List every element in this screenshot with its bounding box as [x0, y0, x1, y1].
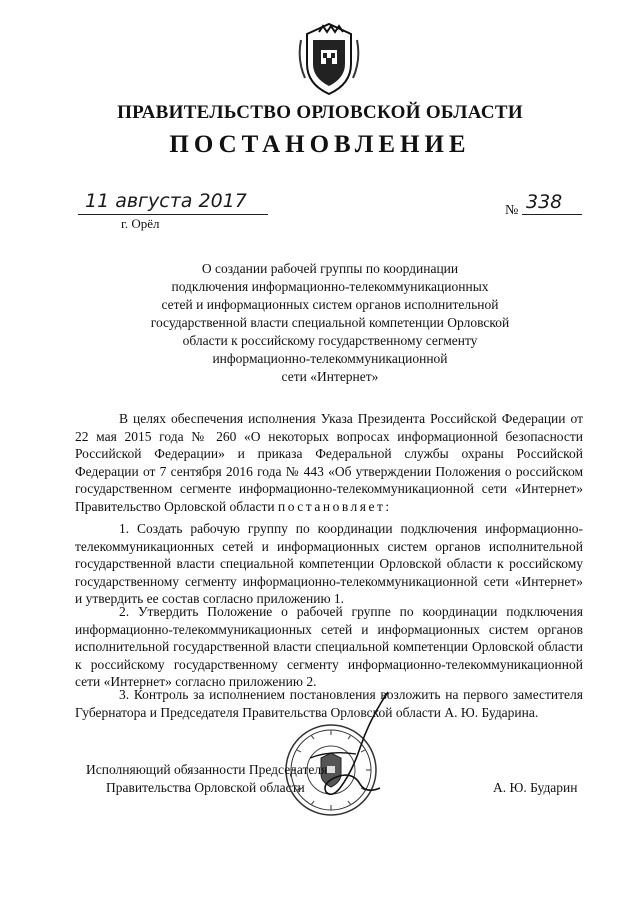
item-2-paragraph	[75, 603, 583, 691]
subject-line: государственной власти специальной компетенции Орловской	[150, 315, 510, 330]
city-label: г. Орёл	[121, 216, 160, 231]
handwritten-number: 338	[526, 191, 563, 213]
document-type-title: ПОСТАНОВЛЕНИЕ	[169, 131, 471, 158]
document-subject	[140, 260, 520, 386]
handwritten-signature-icon	[300, 688, 410, 808]
preamble-text: В целях обеспечения исполнения Указа Президента Российской Федерации от 22 мая 2015 года № 260 «О некоторых вопросах информационной безопасности Российской Федерации» и приказа Федеральной службы охраны Российской Федерации от 7 сентября 2016 года № 443 «Об утверждении Положения о российском государственном сегменте информационно-телекоммуникационной сети «Интернет» Правительство Орловской области	[75, 411, 583, 514]
handwritten-date: 11 августа 2017	[85, 190, 247, 212]
subject-line: сети «Интернет»	[281, 369, 379, 384]
resolves-text: постановляет:	[278, 498, 392, 514]
number-label: №	[505, 203, 519, 218]
signatory-name: А. Ю. Бударин	[493, 780, 578, 795]
number-underline	[522, 214, 582, 215]
signatory-position-line1: Исполняющий обязанности Председателя	[86, 762, 328, 777]
subject-line: информационно-телекоммуникационной	[212, 351, 448, 366]
date-underline	[78, 214, 268, 215]
subject-line: сетей и информационных систем органов исполнительной	[161, 297, 499, 312]
signatory-position-line2: Правительства Орловской области	[106, 780, 305, 795]
preamble-paragraph	[75, 410, 583, 516]
subject-line: области к российскому государственному сегменту	[182, 333, 478, 348]
coat-of-arms-icon	[297, 20, 361, 98]
item-3-text: 3. Контроль за исполнением постановления возложить на первого заместителя Губернатора и Председателя Правительства Орловской области А. Ю. Бударина.	[75, 687, 583, 720]
government-title: ПРАВИТЕЛЬСТВО ОРЛОВСКОЙ ОБЛАСТИ	[117, 102, 523, 123]
item-1-paragraph	[75, 520, 583, 608]
subject-line: подключения информационно-телекоммуникационных	[171, 279, 489, 294]
item-2-text: 2. Утвердить Положение о рабочей группе по координации подключения информационно-телекоммуникационных сетей и информационных систем органов исполнительной государственной власти специальной компетенции Орловской области к российскому государственному сегменту информационно-телекоммуникационной сети «Интернет» согласно приложению 2.	[75, 604, 583, 690]
subject-line: О создании рабочей группы по координации	[201, 261, 459, 276]
item-1-text: 1. Создать рабочую группу по координации подключения информационно-телекоммуникационных сетей и информационных систем органов исполнительной государственной власти специальной компетенции Орловской области к российскому государственному сегменту информационно-телекоммуникационной сети «Интернет» и утвердить ее состав согласно приложению 1.	[75, 521, 583, 607]
